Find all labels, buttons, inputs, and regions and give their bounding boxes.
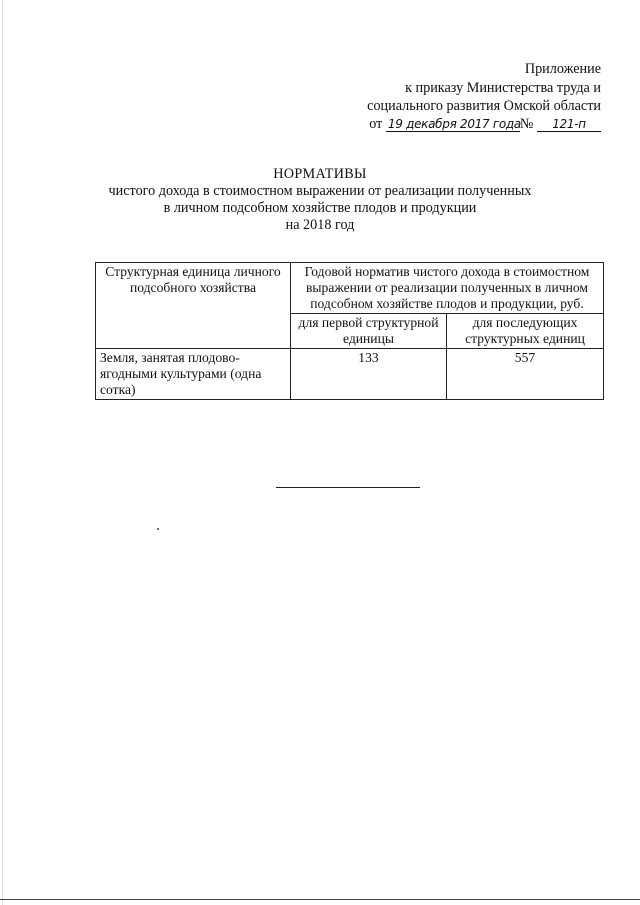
first-unit-header: для первой структурной единицы (291, 314, 447, 349)
table-row (96, 349, 604, 400)
norms-table (95, 262, 604, 400)
page-bottom-border (0, 899, 640, 900)
unit-column-header: Структурная единица личного подсобного хозяйства (96, 263, 291, 349)
order-date-number (369, 116, 601, 133)
title-line-1: чистого дохода в стоимостном выражении от реализации полученных (108, 183, 532, 199)
scan-speck (157, 528, 159, 530)
norm-column-header: Годовой норматив чистого дохода в стоимостном выражении от реализации полученных в личном подсобном хозяйстве плодов и продукции, руб. (291, 263, 604, 314)
number-sign: № (519, 116, 534, 132)
appendix-header (301, 60, 601, 116)
table-header-row (96, 263, 604, 314)
scan-edge (2, 0, 3, 905)
row-next-value: 557 (447, 349, 604, 400)
title-line-3: на 2018 год (285, 217, 355, 233)
document-title (0, 166, 640, 234)
row-first-value: 133 (291, 349, 447, 400)
closing-divider (276, 487, 420, 488)
handwritten-number: 121-п (537, 117, 601, 132)
order-line-2: социального развития Омской области (367, 98, 601, 114)
row-unit-cell: Земля, занятая плодово-ягодными культурами (одна сотка) (96, 349, 291, 400)
title-line-2: в личном подсобном хозяйстве плодов и продукции (163, 200, 477, 216)
from-label: от (369, 116, 383, 132)
order-line-1: к приказу Министерства труда и (405, 79, 601, 96)
appendix-label: Приложение (524, 61, 601, 77)
handwritten-date: 19 декабря 2017 года (387, 117, 521, 131)
next-units-header: для последующих структурных единиц (447, 314, 604, 349)
title-heading: НОРМАТИВЫ (273, 166, 367, 182)
